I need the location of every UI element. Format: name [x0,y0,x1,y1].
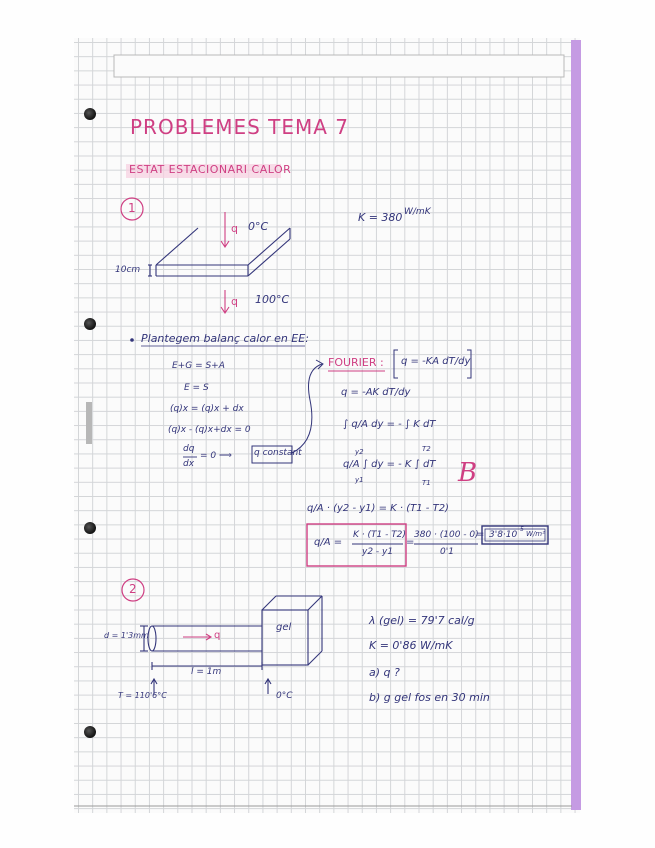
slab-thickness: 10cm [115,265,141,275]
rod-flux: q [214,630,221,641]
qa-numerator: K · (T1 - T2) [353,530,406,540]
conductivity-2: K = 0'86 W/mK [369,639,453,652]
flux-label-bottom: q [231,295,238,308]
section-heading: ESTAT ESTACIONARI CALOR [129,163,292,176]
latent-heat: λ (gel) = 79'7 cal/g [369,614,475,627]
question-a: a) q ? [369,666,400,679]
balance-line-2: E = S [184,383,209,393]
balance-line-4: (q)x - (q)x+dx = 0 [168,425,251,435]
fourier-label: FOURIER : [328,356,384,369]
rod-length: l = 1m [191,667,222,677]
qa-equals: = [406,537,415,548]
purple-edge-band [571,40,581,810]
rod-left-temperature: T = 110'6°C [118,691,167,700]
qa-numerator-values: 380 · (100 - 0) [414,530,479,540]
header-field [114,55,564,77]
rod-block-drawing [140,596,322,694]
derivative-num: dq [183,444,195,454]
page-title: PROBLEMES TEMA 7 [130,115,350,139]
fourier-equation: q = -KA dT/dy [401,356,471,367]
question-b: b) g gel fos en 30 min [369,691,490,704]
conductivity-unit: W/mK [404,207,431,217]
fourier-step-4: q/A ∫ dy = - K ∫ dT [343,459,436,470]
problem1-number: 1 [128,201,136,215]
qa-denominator-values: 0'1 [440,547,454,557]
flux-label-top: q [231,222,238,235]
bottom-temperature: 100°C [255,293,290,306]
fourier-step-5: q/A · (y2 - y1) = K · (T1 - T2) [307,503,449,514]
derivative-rhs: = 0 ⟹ [200,451,232,461]
fourier-step-3: ∫ q/A dy = - ∫ K dT [343,419,436,430]
fourier-step-2: q = -AK dT/dy [341,387,411,398]
qa-final-unit: W/m² [526,530,545,538]
balance-line-3: (q)x = (q)x + dx [170,404,244,414]
ice-block-label: gel [276,622,292,633]
qa-final-exponent: 5 [520,526,524,533]
qa-equals-2: = [476,529,485,540]
top-temperature: 0°C [248,220,269,233]
qa-lhs: q/A = [314,537,343,548]
limit-t-lower: T1 [422,479,431,487]
q-constant-text: q constant [254,448,302,458]
limit-y-upper: y2 [355,448,364,456]
conductivity-label: K = 380 [358,211,403,224]
rod-diameter: d = 1'3mm [104,631,149,640]
problem2-number: 2 [129,582,137,596]
qa-final-result: 3'8·10 [489,530,518,540]
flux-arrows [221,212,229,313]
grade-mark: B [458,458,478,488]
margin-tag [86,402,92,444]
rod-right-temperature: 0°C [276,691,293,701]
limit-y-lower: y1 [355,476,364,484]
derivative-den: dx [183,459,195,469]
bullet-balance: Plantegem balanç calor en EE: [141,332,309,345]
balance-line-1: E+G = S+A [172,361,225,371]
qa-denominator: y2 - y1 [362,547,394,557]
limit-t-upper: T2 [422,445,431,453]
slab-drawing [148,228,290,276]
